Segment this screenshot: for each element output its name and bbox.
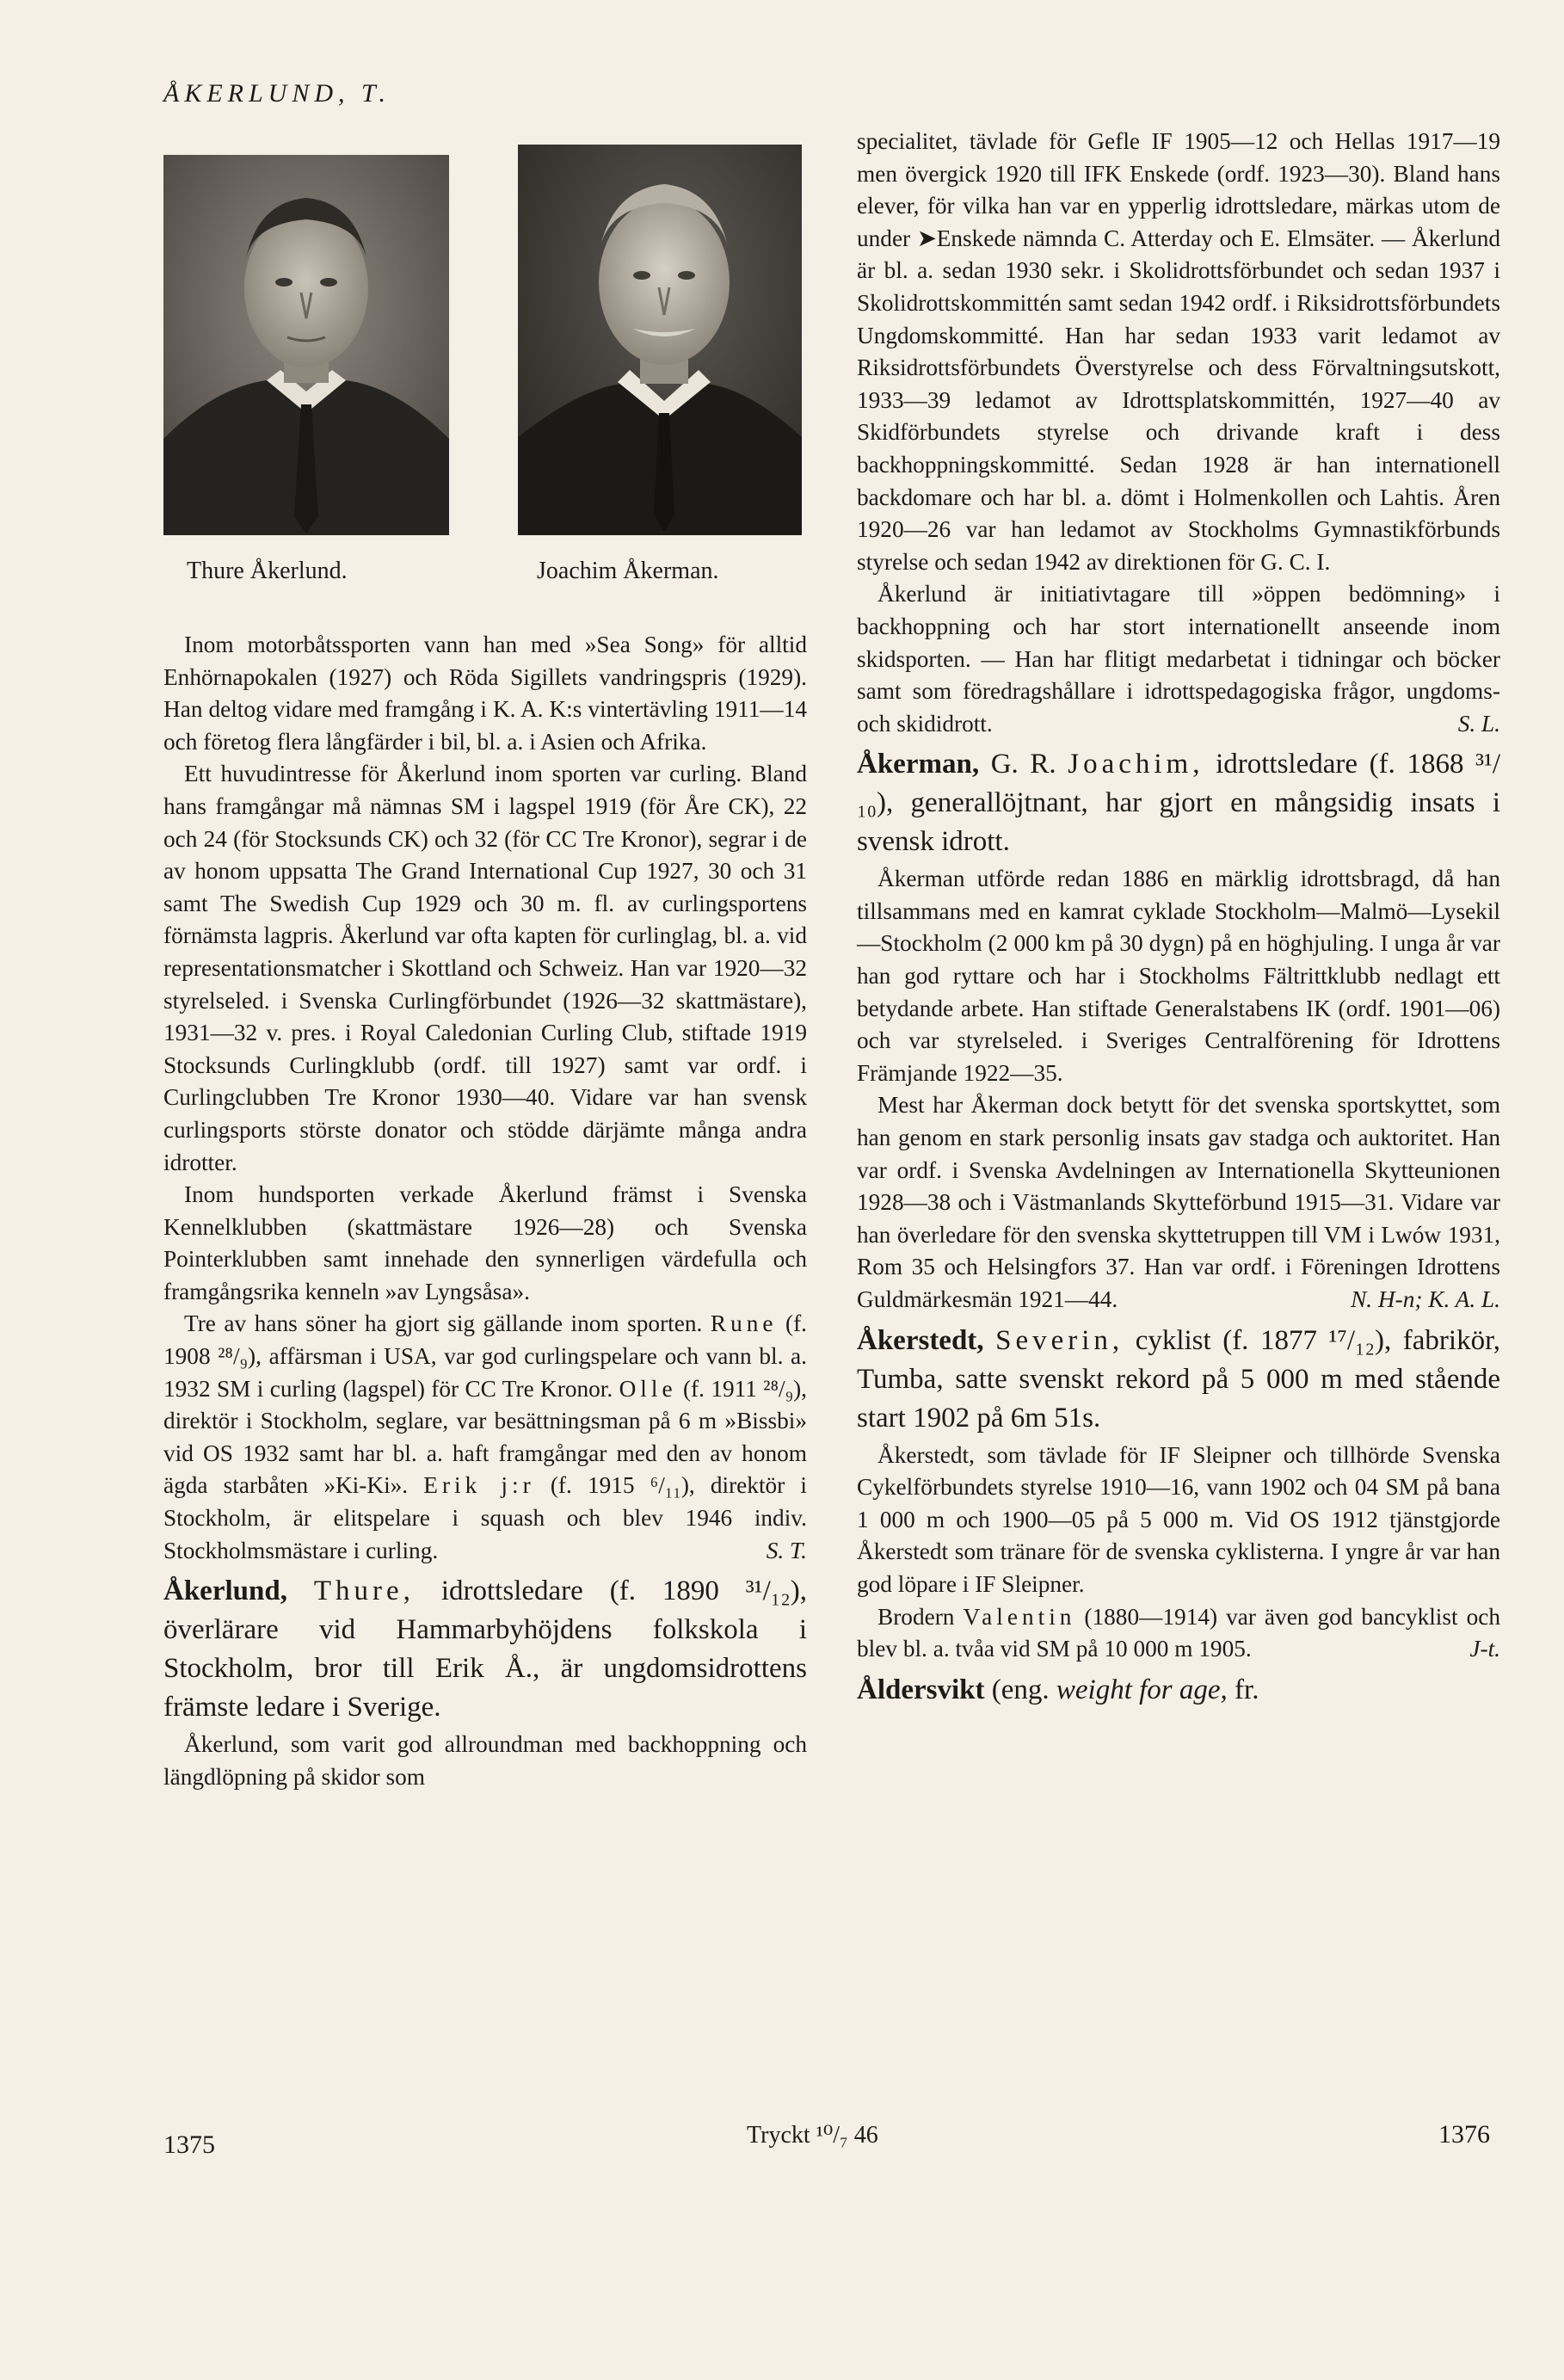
- entry-given-name: Joachim,: [1068, 749, 1204, 780]
- paragraph: Inom hundsporten verkade Åkerlund främst i Svenska Kennelklubben (skattmästare 1926—28) och Svenska Pointerklubben samt innehade den synnerligen värdefulla och framgångsrika kenneln »av Lyngsåsa».: [163, 1181, 807, 1304]
- paragraph: Inom motorbåtssporten vann han med »Sea Song» för alltid Enhörnapokalen (1927) och Röda Sigillets vandringspris (1929). Han deltog vidare med framgång i K. A. K:s vintertävling 1911—14 och företog flera långfärder i bil, bl. a. i Asien och Afrika.: [163, 632, 807, 755]
- entry-aldersvikt: [857, 1671, 1500, 1710]
- text-run: Tre av hans söner ha gjort sig gällande inom sporten.: [184, 1310, 703, 1337]
- portrait-thure-akerlund: [163, 155, 449, 535]
- text-run: Mest har Åkerman dock betytt för det svenska sportskyttet, som han genom en stark personlig insats gav stadga och auktoritet. Han var ordf. i Svenska Avdelningen av Internationella Skytteunionen 1928—38 och i Västmanlands Skytteförbund 1915—31. Vidare var han överledare för den svenska skyttetruppen till VM i Lwów 1931, Rom 35 och Helsingfors 37. Han var ordf. i Föreningen Idrottens Guldmärkesmän 1921—44.: [857, 1092, 1500, 1312]
- text-run: cyklist (f. 1877 ¹⁷/₁₂), fabrikör, Tumba, satte svenskt rekord på 5 000 m med stående start 1902 på 6m 51s.: [857, 1324, 1501, 1434]
- paragraph-sons: [163, 1308, 807, 1567]
- entry-given-name: Thure,: [313, 1575, 415, 1607]
- text-run: (f. 1915 ⁶/₁₁), direktör i Stockholm, är elitspelare i squash och blev 1946 indiv. Stockholmsmästare i curling.: [163, 1472, 807, 1563]
- print-date: Tryckt ¹⁰/₇ 46: [747, 2122, 878, 2149]
- text-run: idrottsledare (f. 1868 ³¹/₁₀), generallöjtnant, har gjort en mångsidig insats i svensk idrott.: [857, 749, 1501, 858]
- paragraph: Åkerman utförde redan 1886 en märklig idrottsbragd, då han tillsammans med en kamrat cyklade Stockholm—Malmö—Lysekil—Stockholm (2 000 km på 30 dygn) på en höghjuling. I unga år var han god ryttare och har i Stockholms Fältrittklubb nedlagt ett betydande arbete. Han stiftade Generalstabens IK (ordf. 1901—06) och var styrelseled. i Sveriges Centralförening för Idrottens Främjande 1922—35.: [857, 866, 1500, 1086]
- paragraph: Åkerstedt, som tävlade för IF Sleipner och tillhörde Svenska Cykelförbundets styrelse 1910—16, vann 1902 och 04 SM på bana 1 000 m och 1900—05 på 5 000 m. Vid OS 1912 tjänstgjorde Åkerstedt som tränare för de svenska cyklisterna. I yngre år var han god löpare i IF Sleipner.: [857, 1441, 1500, 1597]
- page-number-right: 1376: [1438, 2120, 1490, 2149]
- paragraph: [857, 1601, 1500, 1666]
- portrait-joachim-akerman: [518, 145, 802, 535]
- text-run: (f. 1911 ²⁸/₉), direktör i Stockholm, seglare, var besättningsman på 6 m »Bissbi» vid OS 1932 samt har bl. a. haft framgångar med den av honom ägda starbåten »Ki-Ki».: [163, 1375, 808, 1499]
- right-column: [857, 126, 1500, 1710]
- photo-caption-joachim: Joachim Åkerman.: [537, 558, 719, 584]
- paragraph: Åkerlund, som varit god allroundman med backhoppning och längdlöpning på skidor som: [163, 1731, 807, 1790]
- entry-akerman-joachim: [857, 745, 1500, 861]
- headword: Åkerstedt,: [857, 1324, 984, 1356]
- entry-akerlund-thure: [163, 1572, 807, 1727]
- entry-given-name: Severin,: [995, 1324, 1124, 1356]
- text-run: fr.: [1235, 1674, 1259, 1705]
- paragraph: Ett huvudintresse för Åkerlund inom sporten var curling. Bland hans framgångar må nämnas SM i lagspel 1919 (för Åre CK), 22 och 24 (för Stocksunds CK) och 32 (för CC Tre Kronor), segrar i de av honom uppsatta The Grand International Cup 1927, 30 och 31 samt The Swedish Cup 1929 och 30 m. fl. av curlingsportens förnämsta lagpris. Åkerlund var ofta kapten för curlinglag, bl. a. vid representationsmatcher i Skottland och Schweiz. Han var 1920—32 styrelseled. i Svenska Curlingförbundet (1926—32 skattmästare), 1931—32 v. pres. i Royal Caledonian Curling Club, stiftade 1919 Stocksunds Curlingklubb (ordf. till 1927) samt var ordf. i Curlingclubben Tre Kronor 1930—40. Vidare var han svensk curlingsports störste donator och stödde därjämte många andra idrotter.: [163, 761, 807, 1175]
- left-column: [163, 629, 807, 1793]
- author-signature: N. H-n; K. A. L.: [1351, 1286, 1500, 1312]
- headword: Åkerlund,: [163, 1575, 287, 1607]
- son-name: Rune: [710, 1310, 778, 1337]
- text-run: idrottsledare (f. 1890 ³¹/₁₂), överlärare vid Hammarbyhöjdens folkskola i Stockholm, bror till Erik Å., är ungdomsidrottens främste ledare i Sverige.: [163, 1575, 807, 1723]
- text-run: (f. 1908 ²⁸/₉), affärsman i USA, var god curlingspelare och vann bl. a. 1932 SM i curling (lagspel) för CC Tre Kronor.: [163, 1310, 808, 1402]
- page-number-left: 1375: [163, 2130, 215, 2159]
- author-signature: S. L.: [1457, 710, 1500, 737]
- author-signature: J-t.: [1469, 1636, 1500, 1662]
- person-name: Valentin: [963, 1603, 1076, 1630]
- paragraph: specialitet, tävlade för Gefle IF 1905—12 och Hellas 1917—19 men övergick 1920 till IFK Enskede (ordf. 1923—30). Bland hans elever, för vilka han var en ypperlig idrottsledare, märkas utom de under ➤Enskede nämnda C. Atterday och E. Elmsäter. — Åkerlund är bl. a. sedan 1930 sekr. i Skolidrottsförbundet och sedan 1937 i Skolidrottskommittén samt sedan 1942 ordf. i Riksidrottsförbundets Ungdomskommitté. Han har sedan 1933 varit ledamot av Riksidrottsförbundets Överstyrelse och dess Förvaltningsutskott, 1933—39 ledamot av Idrottsplatskommittén, 1927—40 av Skidförbundets styrelse och drivande kraft i dess backhoppningskommitté. Sedan 1928 är han internationell backdomare och har bl. a. dömt i Holmenkollen och Lahtis. Åren 1920—26 var han ledamot av Stockholms Gymnastikförbunds styrelse och sedan 1942 av direktionen för G. C. I.: [857, 128, 1500, 575]
- paragraph: [857, 1089, 1500, 1316]
- running-head: ÅKERLUND, T.: [163, 79, 391, 108]
- italic-term: weight for age,: [1056, 1674, 1228, 1705]
- author-signature: S. T.: [766, 1537, 807, 1563]
- entry-akerstedt-severin: [857, 1322, 1500, 1438]
- paragraph: [857, 578, 1500, 740]
- text-run: Brodern: [877, 1603, 955, 1630]
- son-name: Erik j:r: [423, 1472, 535, 1499]
- text-run: (eng.: [991, 1674, 1050, 1705]
- text-run: Åkerlund är initiativtagare till »öppen bedömning» i backhoppning och har stort internationellt anseende inom skidsporten. — Han har flitigt medarbetat i tidningar och böcker samt som föredragshållare i idrottspedagogiska frågor, ungdoms- och skididrott.: [857, 581, 1500, 737]
- headword: Åkerman,: [857, 749, 980, 780]
- photo-caption-thure: Thure Åkerlund.: [187, 558, 348, 584]
- entry-initials: G. R.: [990, 749, 1056, 780]
- text-run: (1880—1914) var även god bancyklist och blev bl. a. tvåa vid SM på 10 000 m 1905.: [857, 1603, 1500, 1662]
- headword: Åldersvikt: [857, 1674, 985, 1705]
- son-name: Olle: [619, 1375, 677, 1402]
